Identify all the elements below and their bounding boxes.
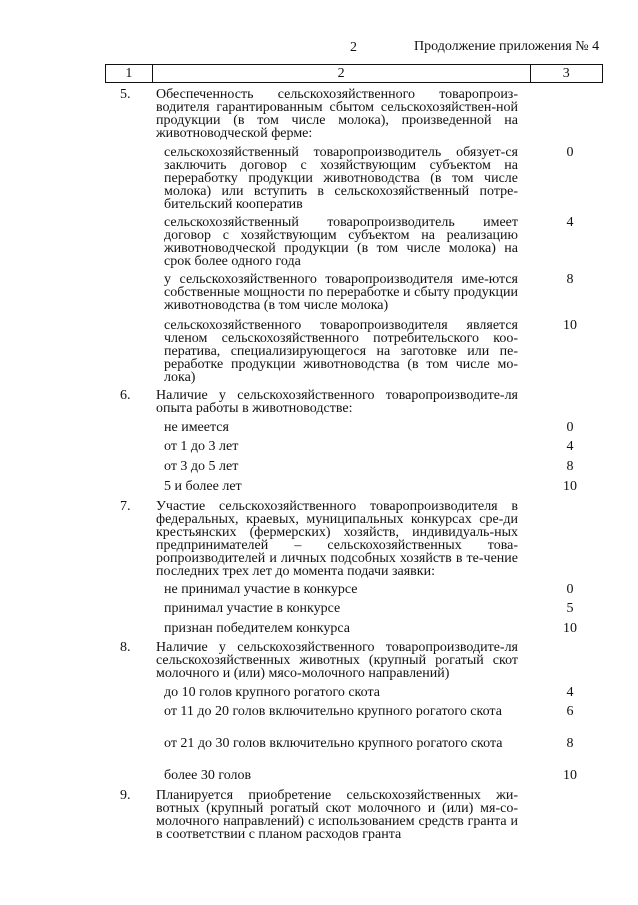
option-score: 10 [563, 479, 577, 494]
option-text: сельскохозяйственного товаропроизводителя является членом сельскохозяйственного потребительского коо-ператива, специализирующегося на заготовке или пе-реработке продукции животноводства (в том числе мо-лока) [164, 318, 518, 385]
option-score: 4 [566, 215, 574, 230]
criterion-title: Планируется приобретение сельскохозяйственных жи-вотных (крупный рогатый скот молочного и (или) мя-со-молочного направлений) с использованием средств гранта и в соответствии с планом расходов гранта [156, 788, 518, 842]
option-score: 10 [563, 768, 577, 783]
criterion-title: Наличие у сельскохозяйственного товаропроизводите-ля опыта работы в животноводстве: [156, 388, 518, 416]
option-text: от 3 до 5 лет [164, 459, 239, 474]
option-score: 8 [566, 736, 574, 751]
criterion-title: Обеспеченность сельскохозяйственного товаропроиз-водителя гарантированным сбытом сельскохозяйствен-ной продукции (в том числе молока), произведенной на животноводческой ферме: [156, 87, 518, 141]
option-text: принимал участие в конкурсе [164, 601, 341, 616]
criterion-number: 6. [120, 388, 131, 403]
option-text: не принимал участие в конкурсе [164, 582, 358, 597]
criterion-number: 5. [120, 87, 131, 102]
option-text: сельскохозяйственный товаропроизводитель имеет договор с хозяйствующим субъектом на реализацию животноводческой продукции (в том числе молока) на срок более одного года [164, 215, 518, 269]
option-score: 10 [563, 318, 577, 333]
option-text: 5 и более лет [164, 479, 242, 494]
option-score: 8 [566, 459, 574, 474]
option-score: 8 [566, 272, 574, 287]
option-score: 10 [563, 621, 577, 636]
option-score: 5 [566, 601, 574, 616]
criterion-number: 8. [120, 640, 131, 655]
option-score: 4 [566, 685, 574, 700]
criterion-title: Участие сельскохозяйственного товаропроизводителя в федеральных, краевых, муниципальных конкурсах сре-ди крестьянских (фермерских) хозяйств, индивидуаль-ных предпринимателей – сельскохозяйственных това-ропроизводителей и личных подсобных хозяйств в те-чение последних трех лет до момента подачи заявки: [156, 499, 518, 579]
option-text: не имеется [164, 420, 229, 435]
column-1-header: 1 [106, 65, 153, 83]
option-text: сельскохозяйственный товаропроизводитель обязует-ся заключить договор с хозяйствующим субъектом на переработку продукции животноводства (в том числе молока) или вступить в сельскохозяйственный потре-бительский кооператив [164, 145, 518, 212]
option-score: 6 [566, 704, 574, 719]
option-score: 0 [566, 420, 574, 435]
criterion-number: 7. [120, 499, 131, 514]
option-text: до 10 голов крупного рогатого скота [164, 685, 380, 700]
criterion-title: Наличие у сельскохозяйственного товаропроизводите-ля сельскохозяйственных животных (крупный рогатый скот молочного и (или) мясо-молочного направлений) [156, 640, 518, 681]
column-header-table [105, 64, 603, 83]
option-score: 4 [566, 439, 574, 454]
criterion-number: 9. [120, 788, 131, 803]
appendix-label: Продолжение приложения № 4 [414, 39, 600, 54]
column-2-header: 2 [152, 65, 530, 83]
option-text: от 11 до 20 голов включительно крупного рогатого скота [164, 704, 502, 719]
option-text: более 30 голов [164, 768, 252, 783]
option-text: от 1 до 3 лет [164, 439, 239, 454]
option-text: у сельскохозяйственного товаропроизводителя име-ются собственные мощности по переработке и сбыту продукции животноводства (в том числе молока) [164, 272, 518, 313]
option-score: 0 [566, 145, 574, 160]
option-text: от 21 до 30 голов включительно крупного рогатого скота [164, 736, 503, 751]
column-3-header: 3 [530, 65, 602, 83]
option-text: признан победителем конкурса [164, 621, 350, 636]
page-number: 2 [350, 40, 357, 55]
option-score: 0 [566, 582, 574, 597]
